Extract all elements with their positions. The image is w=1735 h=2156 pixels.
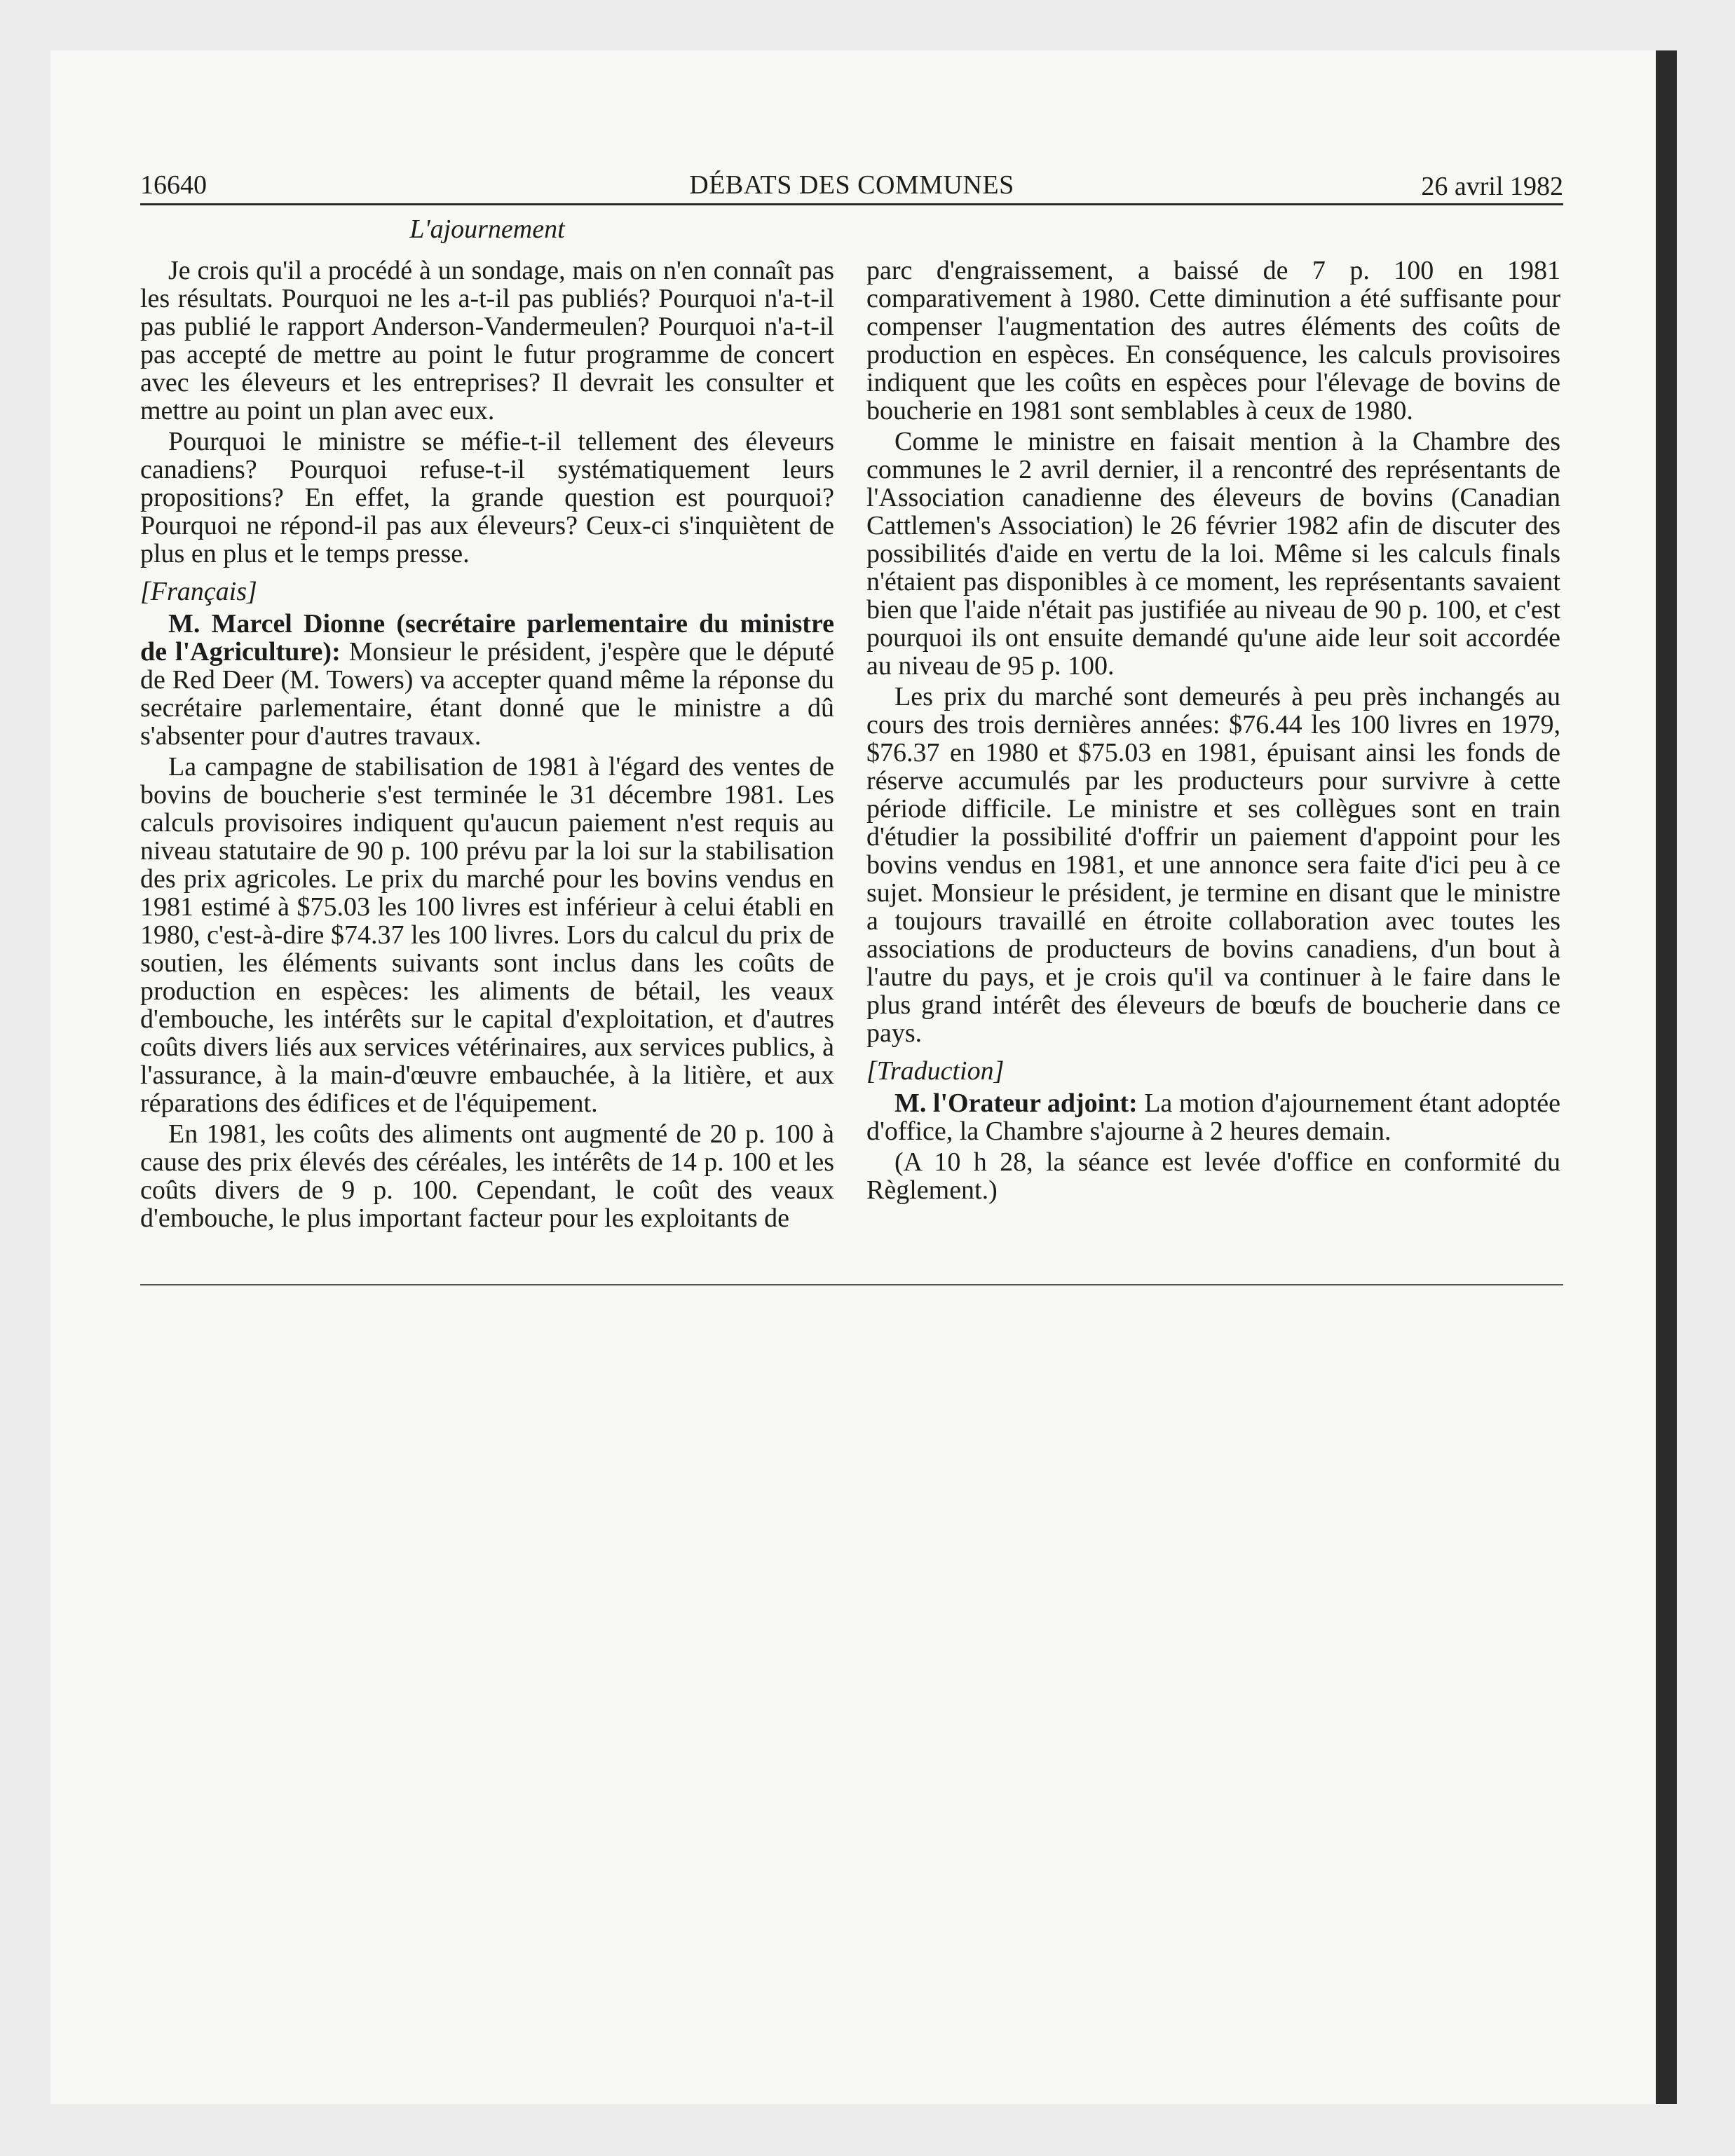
page-header [140,163,1563,205]
language-tag: [Traduction] [866,1056,1005,1086]
speech-paragraph [140,610,834,750]
paragraph: Comme le ministre en faisait mention à la Chambre des communes le 2 avril dernier, il a rencontré des représentants de l'Association canadienne des éleveurs de bovins (Canadian Cattlemen's Association) le 26 février 1982 afin de discuter des possibilités d'aide en vertu de la loi. Même si les calculs finals n'étaient pas disponibles à ce moment, les représentants savaient bien que l'aide n'était pas justifiée au niveau de 90 p. 100, et c'est pourquoi ils ont ensuite demandé qu'une aide leur soit accordée au niveau de 95 p. 100. [866,427,1560,681]
section-title: L'ajournement [409,214,565,244]
speech-text: La motion d'ajournement étant adoptée d'office, la Chambre s'ajourne à 2 heures demain. [866,1089,1560,1146]
scan-edge-bar [1656,50,1677,2104]
left-column [140,257,834,1235]
footer-rule [140,1284,1563,1285]
paragraph: Je crois qu'il a procédé à un sondage, mais on n'en connaît pas les résultats. Pourquoi ne les a-t-il pas publiés? Pourquoi n'a-t-il pas publié le rapport Anderson-Vandermeulen? Pourquoi n'a-t-il pas accepté de mettre au point le futur programme de concert avec les éleveurs et les entreprises? Il devrait les consulter et mettre au point un plan avec eux. [140,256,834,425]
paragraph: Pourquoi le ministre se méfie-t-il tellement des éleveurs canadiens? Pourquoi refuse-t-il systématiquement leurs propositions? En effet, la grande question est pourquoi? Pourquoi ne répond-il pas aux éleveurs? Ceux-ci s'inquiètent de plus en plus et le temps presse. [140,427,834,568]
speaker-name: M. l'Orateur adjoint: [894,1089,1138,1118]
paragraph: (A 10 h 28, la séance est levée d'office en conformité du Règlement.) [866,1147,1560,1205]
right-column [866,257,1560,1207]
issue-date: 26 avril 1982 [1421,172,1563,201]
paragraph: parc d'engraissement, a baissé de 7 p. 100 en 1981 comparativement à 1980. Cette diminution a été suffisante pour compenser l'augmentation des autres éléments des coûts de production en espèces. En conséquence, les calculs provisoires indiquent que les coûts en espèces pour l'élevage de bovins de boucherie en 1981 sont semblables à ceux de 1980. [866,256,1560,425]
speech-paragraph [866,1089,1560,1145]
speaker-name: M. Marcel Dionne (secrétaire parlementaire du ministre de l'Agriculture): [140,609,834,667]
paragraph: Les prix du marché sont demeurés à peu près inchangés au cours des trois dernières années: $76.44 les 100 livres en 1979, $76.37 en 1980 et $75.03 en 1981, épuisant ainsi les fonds de réserve accumulés par les producteurs pour survivre à cette période difficile. Le ministre et ses collègues sont en train d'étudier la possibilité d'offrir un paiement d'appoint pour les bovins vendus en 1981, et une annonce sera faite d'ici peu à ce sujet. Monsieur le président, je termine en disant que le ministre a toujours travaillé en étroite collaboration avec toutes les associations de producteurs de bovins canadiens, d'un bout à l'autre du pays, et je crois qu'il va continuer à le faire dans le plus grand intérêt des éleveurs de bœufs de boucherie dans ce pays. [866,682,1560,1048]
page-number: 16640 [140,170,207,200]
paragraph: En 1981, les coûts des aliments ont augmenté de 20 p. 100 à cause des prix élevés des céréales, les intérêts de 14 p. 100 et les coûts divers de 9 p. 100. Cependant, le coût des veaux d'embouche, le plus important facteur pour les exploitants de [140,1119,834,1233]
publication-title: DÉBATS DES COMMUNES [689,170,1014,200]
speech-text: Monsieur le président, j'espère que le député de Red Deer (M. Towers) va accepter quand même la réponse du secrétaire parlementaire, étant donné que le ministre a dû s'absenter pour d'autres travaux. [140,637,834,751]
paragraph: La campagne de stabilisation de 1981 à l'égard des ventes de bovins de boucherie s'est terminée le 31 décembre 1981. Les calculs provisoires indiquent qu'aucun paiement n'est requis au niveau statutaire de 90 p. 100 prévu par la loi sur la stabilisation des prix agricoles. Le prix du marché pour les bovins vendus en 1981 estimé à $75.03 les 100 livres est inférieur à celui établi en 1980, c'est-à-dire $74.37 les 100 livres. Lors du calcul du prix de soutien, les éléments suivants sont inclus dans les coûts de production en espèces: les aliments de bétail, les veaux d'embouche, les intérêts sur le capital d'exploitation, et d'autres coûts divers liés aux services vétérinaires, aux services publics, à l'assurance, à la main-d'œuvre embauchée, à la litière, et aux réparations des édifices et de l'équipement. [140,752,834,1118]
language-tag: [Français] [140,577,257,606]
